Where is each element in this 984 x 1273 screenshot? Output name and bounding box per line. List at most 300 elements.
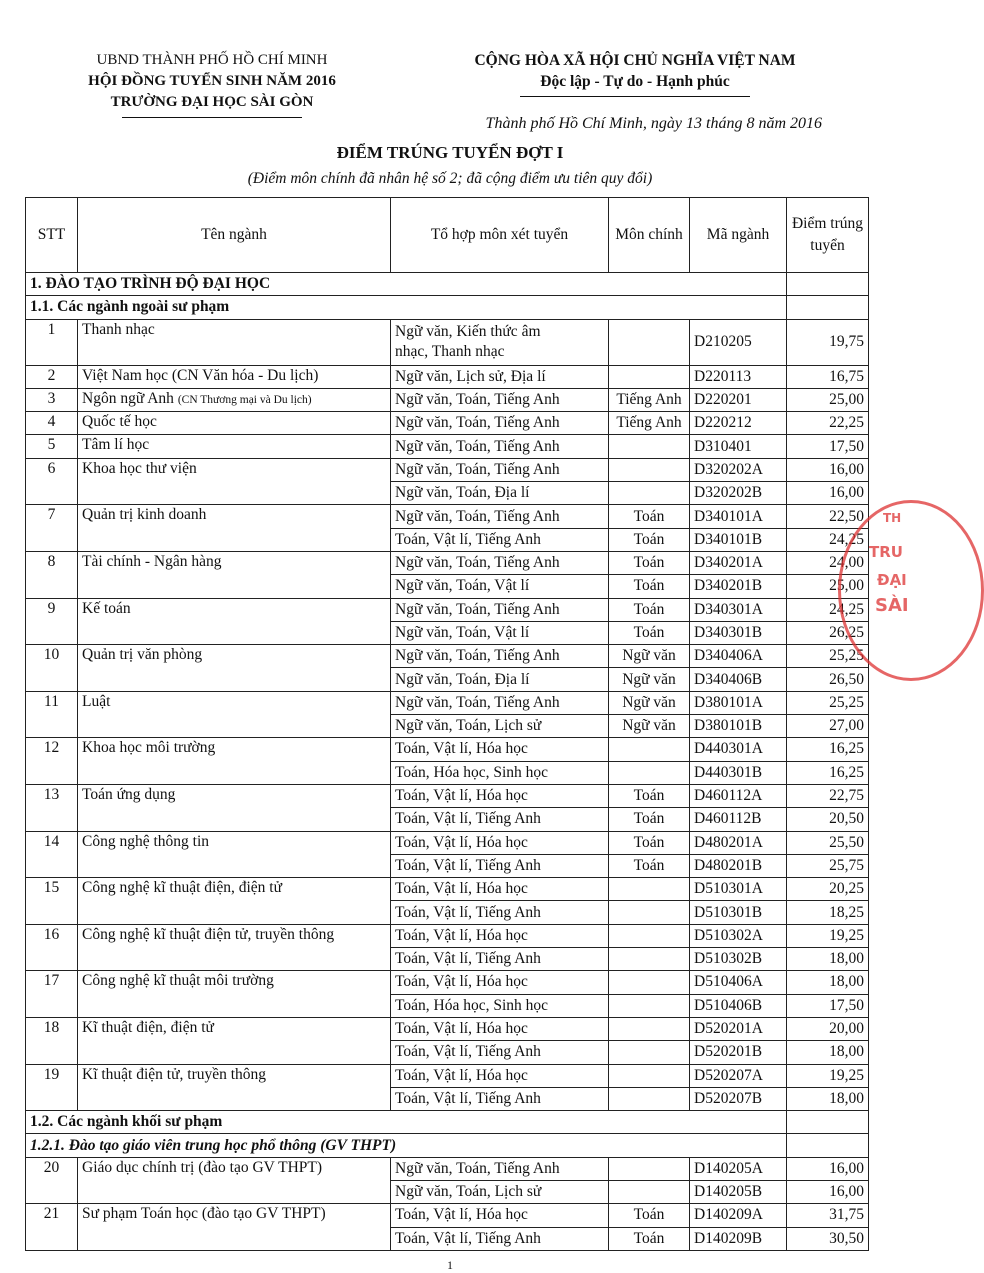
- score-cell: 20,00: [787, 1017, 869, 1040]
- score-cell: 20,25: [787, 878, 869, 901]
- main-subject-cell: Toán: [609, 1204, 690, 1227]
- main-subject-cell: Ngữ văn: [609, 645, 690, 668]
- col-header-score: Điểm trúng tuyển: [787, 198, 869, 273]
- stt-cell: 15: [26, 878, 78, 901]
- stt-cell: 11: [26, 691, 78, 714]
- major-name-cell: [78, 878, 391, 901]
- section-heading-row: [26, 273, 869, 296]
- major-name-note: (CN Thương mại và Du lịch): [177, 393, 312, 406]
- combination-text: Toán, Vật lí, Hóa học: [395, 926, 528, 944]
- main-subject-cell: Toán: [609, 831, 690, 854]
- stt-cell: 10: [26, 645, 78, 668]
- major-code-cell: D340406B: [690, 668, 787, 691]
- combination-text: Toán, Vật lí, Tiếng Anh: [395, 903, 541, 921]
- main-subject-cell: Toán: [609, 1227, 690, 1250]
- table-row: [26, 482, 869, 505]
- stt-cell: 3: [26, 388, 78, 411]
- major-code-cell: D220201: [690, 388, 787, 411]
- subsection-heading-row: [26, 296, 869, 319]
- main-subject-cell: [609, 482, 690, 505]
- combination-cell: [391, 784, 609, 807]
- stt-cell: 17: [26, 971, 78, 994]
- major-name-cell: [78, 1041, 391, 1064]
- main-subject-cell: Toán: [609, 528, 690, 551]
- stt-cell: [26, 575, 78, 598]
- combination-text: Ngữ văn, Toán, Tiếng Anh: [395, 460, 560, 478]
- major-name: Quốc tế học: [82, 413, 157, 431]
- combination-cell: [391, 878, 609, 901]
- table-row: [26, 994, 869, 1017]
- major-name-cell: [78, 738, 391, 761]
- main-subject-cell: Ngữ văn: [609, 691, 690, 714]
- combination-text: Toán, Vật lí, Hóa học: [395, 1066, 528, 1084]
- table-row: [26, 388, 869, 411]
- combination-text: Toán, Vật lí, Hóa học: [395, 833, 528, 851]
- major-code-cell: D440301B: [690, 761, 787, 784]
- major-name: Công nghệ kĩ thuật điện tử, truyền thông: [82, 925, 335, 943]
- stt-cell: 4: [26, 412, 78, 435]
- score-cell: 18,00: [787, 971, 869, 994]
- table-row: [26, 575, 869, 598]
- score-cell: 30,50: [787, 1227, 869, 1250]
- main-subject-cell: [609, 878, 690, 901]
- combination-text: Ngữ văn, Toán, Tiếng Anh: [395, 600, 560, 618]
- major-name: Thanh nhạc: [82, 320, 155, 338]
- combination-text: Ngữ văn, Toán, Tiếng Anh: [395, 507, 560, 525]
- score-cell: 16,75: [787, 365, 869, 388]
- stt-cell: [26, 1227, 78, 1250]
- combination-cell: [391, 761, 609, 784]
- main-subject-cell: [609, 1157, 690, 1180]
- main-subject-cell: [609, 971, 690, 994]
- combination-text: Toán, Vật lí, Hóa học: [395, 880, 528, 898]
- combination-text: Toán, Vật lí, Hóa học: [395, 787, 528, 805]
- table-row: [26, 1041, 869, 1064]
- main-subject-cell: [609, 948, 690, 971]
- table-row: [26, 738, 869, 761]
- major-code-cell: D140205B: [690, 1180, 787, 1203]
- table-row: [26, 761, 869, 784]
- combination-cell: [391, 621, 609, 644]
- table-row: [26, 668, 869, 691]
- stt-cell: [26, 482, 78, 505]
- stt-cell: [26, 901, 78, 924]
- combination-text: Toán, Vật lí, Tiếng Anh: [395, 810, 541, 828]
- major-name: Kĩ thuật điện tử, truyền thông: [82, 1065, 267, 1083]
- score-cell: 17,50: [787, 994, 869, 1017]
- stt-cell: 21: [26, 1204, 78, 1227]
- main-subject-cell: [609, 1017, 690, 1040]
- major-code-cell: D520207B: [690, 1087, 787, 1110]
- table-row: [26, 528, 869, 551]
- major-name-cell: [78, 1180, 391, 1203]
- table-row: [26, 878, 869, 901]
- score-cell: 22,75: [787, 784, 869, 807]
- combination-cell: [391, 388, 609, 411]
- major-name: Công nghệ kĩ thuật điện, điện tử: [82, 879, 282, 897]
- motto-underline: [520, 96, 750, 97]
- table-row: [26, 412, 869, 435]
- combination-text: Ngữ văn, Toán, Địa lí: [395, 670, 530, 688]
- major-name: Công nghệ kĩ thuật môi trường: [82, 972, 274, 990]
- table-row: [26, 1180, 869, 1203]
- major-code-cell: D340301A: [690, 598, 787, 621]
- major-name-cell: [78, 388, 391, 411]
- table-header-row: [26, 198, 869, 273]
- table-row: [26, 1157, 869, 1180]
- combination-text: Toán, Vật lí, Tiếng Anh: [395, 530, 541, 548]
- combination-cell: [391, 994, 609, 1017]
- score-cell: 22,50: [787, 505, 869, 528]
- major-code-cell: D380101A: [690, 691, 787, 714]
- score-cell: 20,50: [787, 808, 869, 831]
- stt-cell: [26, 1041, 78, 1064]
- major-name-cell: [78, 1017, 391, 1040]
- score-cell: 19,75: [787, 319, 869, 365]
- major-name-cell: [78, 1064, 391, 1087]
- table-row: [26, 435, 869, 458]
- combination-text: Ngữ văn, Toán, Địa lí: [395, 484, 530, 502]
- combination-text: Ngữ văn, Toán, Lịch sử: [395, 717, 542, 735]
- table-row: [26, 1204, 869, 1227]
- main-subject-cell: Tiếng Anh: [609, 412, 690, 435]
- combination-text: Ngữ văn, Toán, Tiếng Anh: [395, 647, 560, 665]
- stt-cell: [26, 994, 78, 1017]
- major-name-cell: [78, 971, 391, 994]
- stt-cell: [26, 1180, 78, 1203]
- score-cell: 16,00: [787, 482, 869, 505]
- document-title: ĐIỂM TRÚNG TUYỂN ĐỢT I: [336, 143, 564, 162]
- stamp-text-3: ĐẠI: [877, 571, 907, 589]
- combination-text: Toán, Vật lí, Hóa học: [395, 1206, 528, 1224]
- empty-cell: [787, 1134, 869, 1157]
- combination-cell: [391, 645, 609, 668]
- table-row: [26, 948, 869, 971]
- combination-text: Ngữ văn, Toán, Tiếng Anh: [395, 437, 560, 455]
- stt-cell: [26, 854, 78, 877]
- main-subject-cell: [609, 1087, 690, 1110]
- major-code-cell: D220113: [690, 365, 787, 388]
- stt-cell: [26, 668, 78, 691]
- document-date: Thành phố Hồ Chí Minh, ngày 13 tháng 8 năm 2016: [485, 115, 822, 132]
- table-row: [26, 458, 869, 481]
- combination-text: Ngữ văn, Toán, Tiếng Anh: [395, 554, 560, 572]
- combination-cell: [391, 691, 609, 714]
- combination-text: Toán, Vật lí, Tiếng Anh: [395, 1043, 541, 1061]
- major-name-cell: [78, 808, 391, 831]
- stt-cell: 20: [26, 1157, 78, 1180]
- major-name-cell: [78, 482, 391, 505]
- stt-cell: [26, 761, 78, 784]
- score-cell: 25,25: [787, 691, 869, 714]
- combination-text: Toán, Vật lí, Hóa học: [395, 1020, 528, 1038]
- major-name-cell: [78, 598, 391, 621]
- major-code-cell: D510301A: [690, 878, 787, 901]
- stt-cell: 6: [26, 458, 78, 481]
- score-cell: 24,25: [787, 528, 869, 551]
- combination-text: Ngữ văn, Lịch sử, Địa lí: [395, 367, 546, 385]
- table-row: [26, 715, 869, 738]
- issuer-block: [62, 50, 362, 118]
- major-code-cell: D460112B: [690, 808, 787, 831]
- combination-text: Ngữ văn, Kiến thức âm: [395, 323, 541, 341]
- major-name-cell: [78, 831, 391, 854]
- combination-cell: [391, 808, 609, 831]
- stt-cell: [26, 1087, 78, 1110]
- major-name-cell: [78, 575, 391, 598]
- table-row: [26, 971, 869, 994]
- combination-text: Ngữ văn, Toán, Tiếng Anh: [395, 414, 560, 432]
- col-header-code: Mã ngành: [690, 198, 787, 273]
- major-code-cell: D510406B: [690, 994, 787, 1017]
- major-name: Giáo dục chính trị (đào tạo GV THPT): [82, 1158, 323, 1176]
- major-name-cell: [78, 924, 391, 947]
- combination-cell: [391, 831, 609, 854]
- major-code-cell: D340301B: [690, 621, 787, 644]
- main-subject-cell: [609, 901, 690, 924]
- main-subject-cell: [609, 319, 690, 365]
- major-code-cell: D340101B: [690, 528, 787, 551]
- major-name-cell: [78, 1227, 391, 1250]
- table-row: [26, 784, 869, 807]
- major-name: Kĩ thuật điện, điện tử: [82, 1018, 214, 1036]
- score-cell: 18,25: [787, 901, 869, 924]
- major-name-cell: [78, 1157, 391, 1180]
- stt-cell: 16: [26, 924, 78, 947]
- combination-cell: [391, 458, 609, 481]
- combination-cell: [391, 505, 609, 528]
- main-subject-cell: Toán: [609, 784, 690, 807]
- document-subtitle: (Điểm môn chính đã nhân hệ số 2; đã cộng điểm ưu tiên quy đổi): [247, 170, 653, 187]
- major-code-cell: D510301B: [690, 901, 787, 924]
- combination-cell: [391, 435, 609, 458]
- major-name: Tài chính - Ngân hàng: [82, 552, 222, 570]
- main-subject-cell: [609, 458, 690, 481]
- stt-cell: 2: [26, 365, 78, 388]
- major-code-cell: D140209B: [690, 1227, 787, 1250]
- score-cell: 17,50: [787, 435, 869, 458]
- major-code-cell: D320202A: [690, 458, 787, 481]
- combination-cell: [391, 715, 609, 738]
- section-heading: 1. ĐÀO TẠO TRÌNH ĐỘ ĐẠI HỌC: [26, 273, 787, 296]
- major-code-cell: D310401: [690, 435, 787, 458]
- main-subject-cell: Ngữ văn: [609, 668, 690, 691]
- major-code-cell: D340406A: [690, 645, 787, 668]
- combination-text: Ngữ văn, Toán, Vật lí: [395, 577, 530, 595]
- major-code-cell: D140209A: [690, 1204, 787, 1227]
- stt-cell: 1: [26, 319, 78, 365]
- combination-text: Toán, Hóa học, Sinh học: [395, 996, 549, 1014]
- major-code-cell: D480201A: [690, 831, 787, 854]
- main-subject-cell: [609, 1180, 690, 1203]
- major-name-cell: [78, 528, 391, 551]
- combination-cell: [391, 482, 609, 505]
- main-subject-cell: Ngữ văn: [609, 715, 690, 738]
- major-name-cell: [78, 621, 391, 644]
- table-row: [26, 1087, 869, 1110]
- major-name-cell: [78, 319, 391, 365]
- main-subject-cell: Tiếng Anh: [609, 388, 690, 411]
- main-subject-cell: [609, 761, 690, 784]
- table-row: [26, 551, 869, 574]
- table-row: [26, 854, 869, 877]
- combination-cell: [391, 948, 609, 971]
- major-code-cell: D140205A: [690, 1157, 787, 1180]
- table-row: [26, 505, 869, 528]
- major-name-cell: [78, 645, 391, 668]
- major-name-cell: [78, 458, 391, 481]
- main-subject-cell: [609, 738, 690, 761]
- major-code-cell: D510406A: [690, 971, 787, 994]
- score-cell: 16,00: [787, 1157, 869, 1180]
- table-row: [26, 901, 869, 924]
- table-row: [26, 365, 869, 388]
- major-name-cell: [78, 668, 391, 691]
- subsection-heading-row: [26, 1111, 869, 1134]
- major-name-cell: [78, 854, 391, 877]
- stamp-text-2: TRU: [869, 543, 903, 561]
- score-cell: 16,00: [787, 1180, 869, 1203]
- combination-cell: [391, 598, 609, 621]
- major-code-cell: D320202B: [690, 482, 787, 505]
- score-cell: 25,50: [787, 831, 869, 854]
- combination-text: Toán, Vật lí, Tiếng Anh: [395, 856, 541, 874]
- score-cell: 26,50: [787, 668, 869, 691]
- table-body: [26, 273, 869, 1251]
- motto: Độc lập - Tự do - Hạnh phúc: [540, 73, 730, 90]
- main-subject-cell: [609, 435, 690, 458]
- stt-cell: 5: [26, 435, 78, 458]
- major-name-cell: [78, 901, 391, 924]
- main-subject-cell: Toán: [609, 551, 690, 574]
- stt-cell: 19: [26, 1064, 78, 1087]
- stt-cell: [26, 715, 78, 738]
- combination-cell: [391, 971, 609, 994]
- major-code-cell: D510302A: [690, 924, 787, 947]
- major-name: Ngôn ngữ Anh: [82, 389, 174, 407]
- combination-text: Toán, Vật lí, Hóa học: [395, 740, 528, 758]
- table-row: [26, 319, 869, 365]
- combination-cell: [391, 528, 609, 551]
- score-cell: 22,25: [787, 412, 869, 435]
- table-row: [26, 621, 869, 644]
- stt-cell: [26, 528, 78, 551]
- score-cell: 18,00: [787, 1087, 869, 1110]
- major-name-cell: [78, 412, 391, 435]
- combination-cell: [391, 854, 609, 877]
- combination-text: Ngữ văn, Toán, Vật lí: [395, 624, 530, 641]
- main-subject-cell: [609, 1064, 690, 1087]
- table-row: [26, 1064, 869, 1087]
- stt-cell: 14: [26, 831, 78, 854]
- table-row: [26, 1227, 869, 1250]
- major-code-cell: D440301A: [690, 738, 787, 761]
- major-name-cell: [78, 551, 391, 574]
- major-name-cell: [78, 948, 391, 971]
- main-subject-cell: Toán: [609, 598, 690, 621]
- major-code-cell: D510302B: [690, 948, 787, 971]
- combination-text: Ngữ văn, Toán, Tiếng Anh: [395, 1159, 560, 1177]
- stt-cell: [26, 948, 78, 971]
- page-number: 1: [447, 1258, 453, 1272]
- admission-scores-table: [25, 197, 869, 1251]
- stamp-text-1: TH: [883, 511, 902, 525]
- major-name: Khoa học môi trường: [82, 739, 216, 757]
- combination-cell: [391, 1204, 609, 1227]
- major-name: Khoa học thư viện: [82, 459, 197, 477]
- subsection-heading: 1.1. Các ngành ngoài sư phạm: [26, 296, 787, 319]
- col-header-main-subject: Môn chính: [609, 198, 690, 273]
- major-code-cell: D220212: [690, 412, 787, 435]
- subsection-heading: 1.2. Các ngành khối sư phạm: [26, 1111, 787, 1134]
- major-name-cell: [78, 994, 391, 1017]
- stamp-text-4: SÀI: [875, 595, 909, 616]
- major-name: Quản trị kinh doanh: [82, 506, 207, 524]
- score-cell: 25,25: [787, 645, 869, 668]
- combination-cell: [391, 1064, 609, 1087]
- major-name-cell: [78, 1204, 391, 1227]
- major-name: Quản trị văn phòng: [82, 646, 203, 664]
- main-subject-cell: Toán: [609, 505, 690, 528]
- table-row: [26, 598, 869, 621]
- issuer-line-2: HỘI ĐỒNG TUYỂN SINH NĂM 2016: [88, 73, 336, 89]
- red-seal-stamp: [838, 500, 984, 681]
- table-row: [26, 924, 869, 947]
- combination-cell: [391, 924, 609, 947]
- main-subject-cell: [609, 994, 690, 1017]
- table-row: [26, 808, 869, 831]
- combination-text-line-2: nhạc, Thanh nhạc: [395, 343, 505, 361]
- combination-cell: [391, 668, 609, 691]
- combination-text: Ngữ văn, Toán, Lịch sử: [395, 1183, 542, 1201]
- major-name-cell: [78, 784, 391, 807]
- table-row: [26, 1017, 869, 1040]
- score-cell: 16,25: [787, 761, 869, 784]
- score-cell: 31,75: [787, 1204, 869, 1227]
- major-name: Công nghệ thông tin: [82, 832, 210, 850]
- major-name: Luật: [82, 692, 111, 710]
- main-subject-cell: Toán: [609, 575, 690, 598]
- combination-cell: [391, 412, 609, 435]
- main-subject-cell: [609, 1041, 690, 1064]
- combination-cell: [391, 551, 609, 574]
- stt-cell: 18: [26, 1017, 78, 1040]
- main-subject-cell: Toán: [609, 808, 690, 831]
- col-header-major: Tên ngành: [78, 198, 391, 273]
- major-code-cell: D340101A: [690, 505, 787, 528]
- score-cell: 24,25: [787, 598, 869, 621]
- major-code-cell: D520201B: [690, 1041, 787, 1064]
- combination-text: Ngữ văn, Toán, Tiếng Anh: [395, 693, 560, 711]
- combination-text: Toán, Vật lí, Tiếng Anh: [395, 1229, 541, 1247]
- combination-cell: [391, 365, 609, 388]
- score-cell: 18,00: [787, 1041, 869, 1064]
- score-cell: 16,25: [787, 738, 869, 761]
- empty-cell: [787, 273, 869, 296]
- subsection-heading: 1.2.1. Đào tạo giáo viên trung học phổ thông (GV THPT): [26, 1134, 787, 1157]
- main-subject-cell: [609, 365, 690, 388]
- issuer-line-3: TRƯỜNG ĐẠI HỌC SÀI GÒN: [110, 94, 314, 110]
- score-cell: 24,00: [787, 551, 869, 574]
- score-cell: 19,25: [787, 1064, 869, 1087]
- major-name-cell: [78, 435, 391, 458]
- table-row: [26, 645, 869, 668]
- major-name-cell: [78, 1087, 391, 1110]
- col-header-combination: Tổ hợp môn xét tuyển: [391, 198, 609, 273]
- combination-cell: [391, 901, 609, 924]
- score-cell: 25,75: [787, 854, 869, 877]
- score-cell: 16,00: [787, 458, 869, 481]
